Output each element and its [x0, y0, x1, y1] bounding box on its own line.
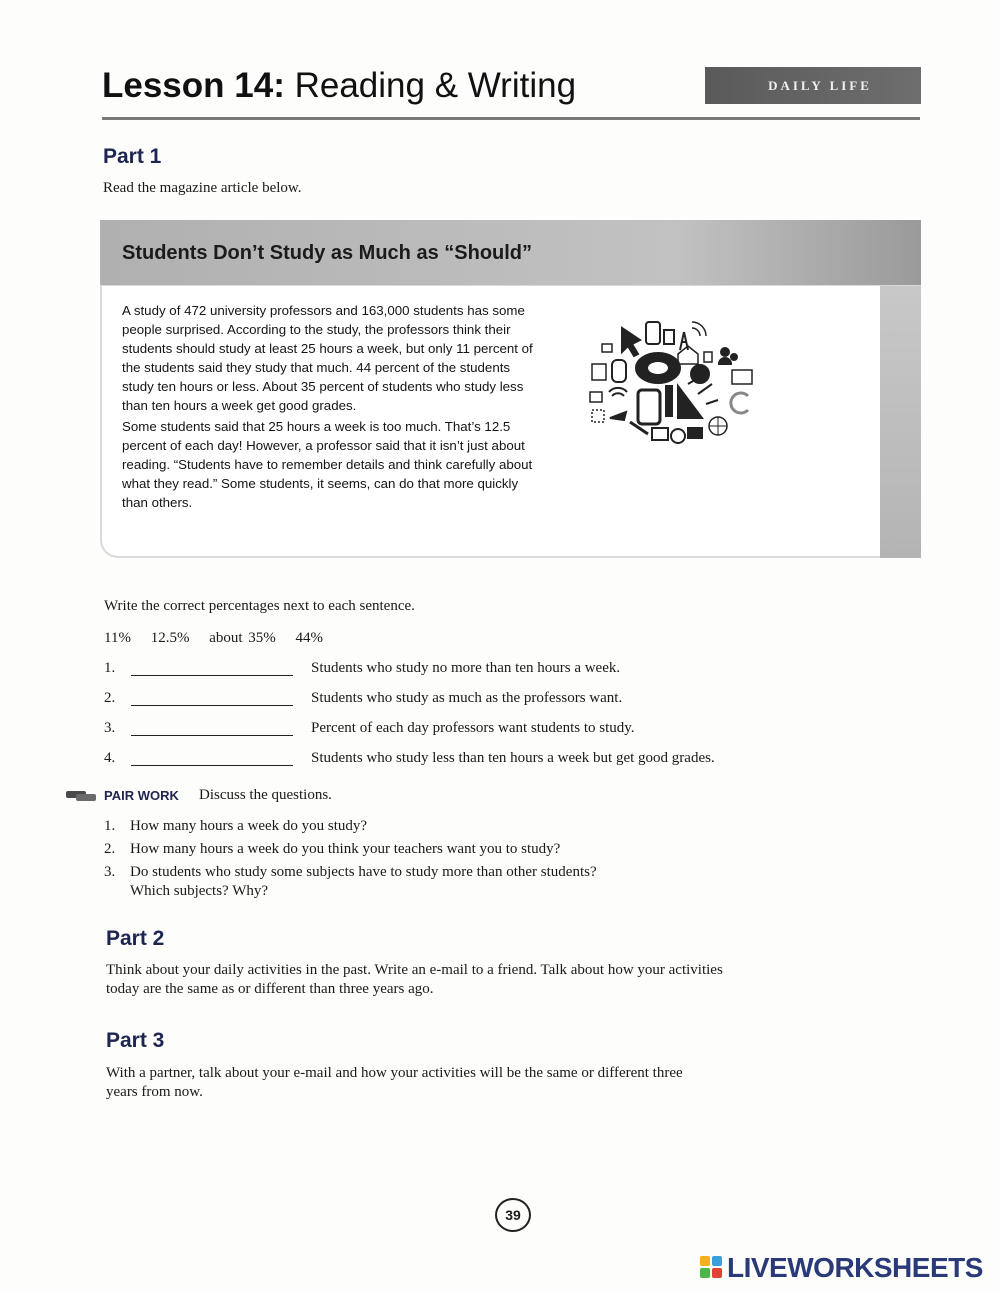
article-title: Students Don’t Study as Much as “Should” — [122, 242, 533, 264]
sync-icon — [671, 429, 685, 443]
item-text: Percent of each day professors want students to study. — [311, 720, 635, 736]
bar-icon — [666, 386, 672, 416]
article-paragraph-2: Some students said that 25 hours a week is too much. That’s 12.5 percent of each day! However, a professor said that it isn’t just about reading. “Students have to remember details and think carefully about what they read.” Some students, it seems, can do that more quickly than others. — [122, 419, 533, 510]
question-text: How many hours a week do you study? — [130, 818, 368, 834]
article-paragraph-1: A study of 472 university professors and 163,000 students has some people surprised. According to the study, the professors think their students should study at least 25 hours a week, but only 11 percent of the students said they study that much. 44 percent of the students study ten hours or less. About 35 percent of students who study less than ten hours a week get good grades. — [122, 303, 533, 413]
keypad-icon — [592, 364, 606, 380]
item-text: Students who study no more than ten hours a week. — [311, 660, 621, 676]
exercise-instruction: Write the correct percentages next to each sentence. — [104, 598, 415, 614]
monitor-small-icon — [602, 344, 612, 352]
discussion-question — [104, 839, 824, 859]
mobile-icon — [664, 330, 674, 344]
pair-work-label: PAIR WORK — [104, 788, 179, 803]
tablet-icon — [638, 390, 660, 424]
lesson-title — [102, 66, 576, 106]
part2-line-2: today are the same as or different than three years ago. — [106, 981, 434, 997]
lesson-label: Lesson 14: — [102, 66, 285, 105]
exercise-item — [104, 660, 804, 680]
item-text: Students who study as much as the professors want. — [311, 690, 623, 706]
laptop-icon — [590, 392, 602, 402]
exercise-item — [104, 720, 804, 740]
item-number: 4. — [104, 750, 116, 766]
article-body — [122, 301, 542, 514]
question-number: 3. — [104, 864, 116, 880]
speech-bubbles-icon — [66, 791, 96, 801]
choice-2: 12.5% — [150, 630, 190, 646]
signal-icon — [692, 322, 706, 336]
choice-3: about 35% — [209, 630, 276, 646]
item-number: 2. — [104, 690, 116, 706]
part1-title: Part 1 — [103, 145, 162, 168]
pair-work-instruction: Discuss the questions. — [199, 787, 332, 803]
question-text: How many hours a week do you think your teachers want you to study? — [130, 841, 561, 857]
computer-icon — [652, 428, 668, 440]
question-text: Do students who study some subjects have to study more than other students? — [130, 864, 597, 880]
answer-choices — [104, 630, 337, 647]
header-divider — [102, 117, 920, 120]
part3-line-1: With a partner, talk about your e-mail and how your activities will be the same or different three — [106, 1065, 683, 1081]
lesson-subtitle: Reading & Writing — [294, 66, 577, 105]
part3-title: Part 3 — [106, 1029, 165, 1052]
question-text-continued: Which subjects? Why? — [130, 883, 269, 899]
triangle-ruler-icon — [678, 386, 702, 418]
article-box — [100, 220, 921, 558]
liveworksheets-brand[interactable] — [700, 1253, 983, 1283]
item-number: 3. — [104, 720, 116, 736]
page-number: 39 — [495, 1198, 531, 1232]
answer-blank-3[interactable] — [131, 735, 293, 736]
part3-line-2: years from now. — [106, 1084, 203, 1100]
phone-icon — [646, 322, 660, 344]
dashed-box-icon — [592, 410, 604, 422]
discussion-question — [104, 862, 824, 902]
liveworksheets-logo-icon — [700, 1256, 724, 1280]
cursor-icon — [622, 328, 640, 356]
exercise-item — [104, 690, 804, 710]
article-side-strip — [880, 286, 921, 558]
user-icon — [721, 348, 729, 356]
brand-name: LIVEWORKSHEETS — [727, 1252, 983, 1283]
item-text: Students who study less than ten hours a week but get good grades. — [311, 750, 715, 766]
answer-blank-4[interactable] — [131, 765, 293, 766]
item-number: 1. — [104, 660, 116, 676]
exercise-item — [104, 750, 804, 770]
part2-title: Part 2 — [106, 927, 165, 950]
choice-1: 11% — [104, 630, 131, 646]
pen-icon — [610, 412, 626, 420]
pair-work-heading — [66, 787, 466, 809]
choice-4: 44% — [295, 630, 324, 646]
wifi-icon — [609, 388, 627, 396]
refresh-arrow-icon — [731, 393, 748, 413]
remote-icon — [612, 360, 626, 382]
technology-icons-illustration — [580, 310, 780, 460]
answer-blank-2[interactable] — [131, 705, 293, 706]
part1-instruction: Read the magazine article below. — [103, 180, 302, 196]
answer-blank-1[interactable] — [131, 675, 293, 676]
discussion-question — [104, 816, 824, 836]
question-number: 1. — [104, 818, 116, 834]
screen-icon — [732, 370, 752, 384]
part2-line-1: Think about your daily activities in the past. Write an e-mail to a friend. Talk about how your activities — [106, 962, 723, 978]
category-badge: DAILY LIFE — [705, 67, 921, 104]
calculator-icon — [704, 352, 712, 362]
folder-icon — [688, 428, 702, 438]
question-number: 2. — [104, 841, 116, 857]
